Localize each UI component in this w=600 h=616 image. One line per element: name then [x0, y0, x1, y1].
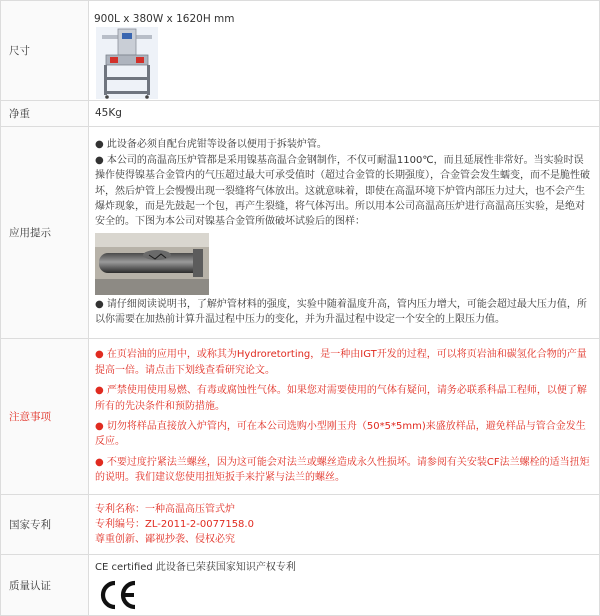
weight-row: [1, 101, 600, 127]
notice-label: 注意事项: [1, 339, 89, 495]
tips-label: 应用提示: [1, 127, 89, 339]
patent-row: [1, 495, 600, 555]
size-value: 900L x 380W x 1620H mm: [94, 13, 235, 25]
size-value-cell: [89, 1, 600, 101]
burst-tube-sample-image: [95, 233, 209, 295]
tips-paragraph-2: ● 本公司的高温高压炉管都是采用镍基高温合金钢制作，不仅可耐温1100℃，而且延展性非常好。当实验时误操作使得镍基合金管内的气压超过最大可承受值时（超过合金管的长期强度），合金管会发生蠕变，而不是脆性破坏，然后炉管上会慢慢出现一裂缝将气体放出。这就意味着，即使在高温环境下炉管内部压力过大，也不会产生爆炸现象，而是先鼓起一个包，再产生裂缝，将气体泻出。所以用本公司高温高压炉进行高温高压实验，是绝对安全的。下图为本公司对镍基合金管所做破坏试验后的图样：: [95, 154, 590, 228]
notice-paragraph-2: ● 严禁使用使用易燃、有毒或腐蚀性气体。如果您对需要使用的气体有疑问，请务必联系科晶工程师，以便了解所有的先决条件和预防措施。: [95, 385, 587, 412]
notice-paragraph-4: ● 不要过度拧紧法兰螺丝，因为这可能会对法兰或螺丝造成永久性损坏。请参阅有关安装CF法兰螺栓的适当扭矩的说明。我们建议您使用扭矩扳手来拧紧与法兰的螺丝。: [95, 456, 590, 484]
ce-mark-icon: [95, 579, 139, 611]
quality-content: [89, 555, 600, 616]
patent-label: 国家专利: [1, 495, 89, 555]
tips-paragraph-1: ● 此设备必须自配台虎钳等设备以便用于拆装炉管。: [95, 139, 327, 151]
tips-row: [1, 127, 600, 339]
patent-name: 专利名称：一种高温高压管式炉: [95, 504, 235, 515]
notice-row: [1, 339, 600, 495]
notice-content: [89, 339, 600, 495]
weight-label: 净重: [1, 101, 89, 127]
patent-number: 专利编号：ZL-2011-2-0077158.0: [95, 519, 254, 530]
size-label: 尺寸: [1, 1, 89, 101]
notice-paragraph-1: ● 在页岩油的应用中，或称其为Hydroretorting，是一种由IGT开发的过程，可以将页岩油和碳氢化合物的产量提高一倍。请点击下划线查看研究论文。: [95, 349, 587, 376]
quality-label: 质量认证: [1, 555, 89, 616]
patent-slogan: 尊重创新、鄙视抄袭、侵权必究: [95, 534, 235, 545]
furnace-machine-image: [96, 27, 158, 99]
tips-paragraph-3: ● 请仔细阅读说明书，了解炉管材料的强度，实验中随着温度升高，管内压力增大，可能会超过最大压力值，所以你需要在加热前计算升温过程中压力的变化，并为升温过程中设定一个安全的上限压力值。: [95, 298, 587, 326]
quality-row: [1, 555, 600, 616]
patent-content: [89, 495, 600, 555]
notice-paragraph-3: ● 切勿将样品直接放入炉管内，可在本公司选购小型刚玉舟（50*5*5mm)来盛放样品，避免样品与管合金发生反应。: [95, 421, 586, 448]
tips-content: [89, 127, 600, 339]
weight-value: 45Kg: [89, 101, 600, 127]
size-row: [1, 1, 600, 101]
quality-text: CE certified 此设备已荣获国家知识产权专利: [95, 561, 296, 573]
